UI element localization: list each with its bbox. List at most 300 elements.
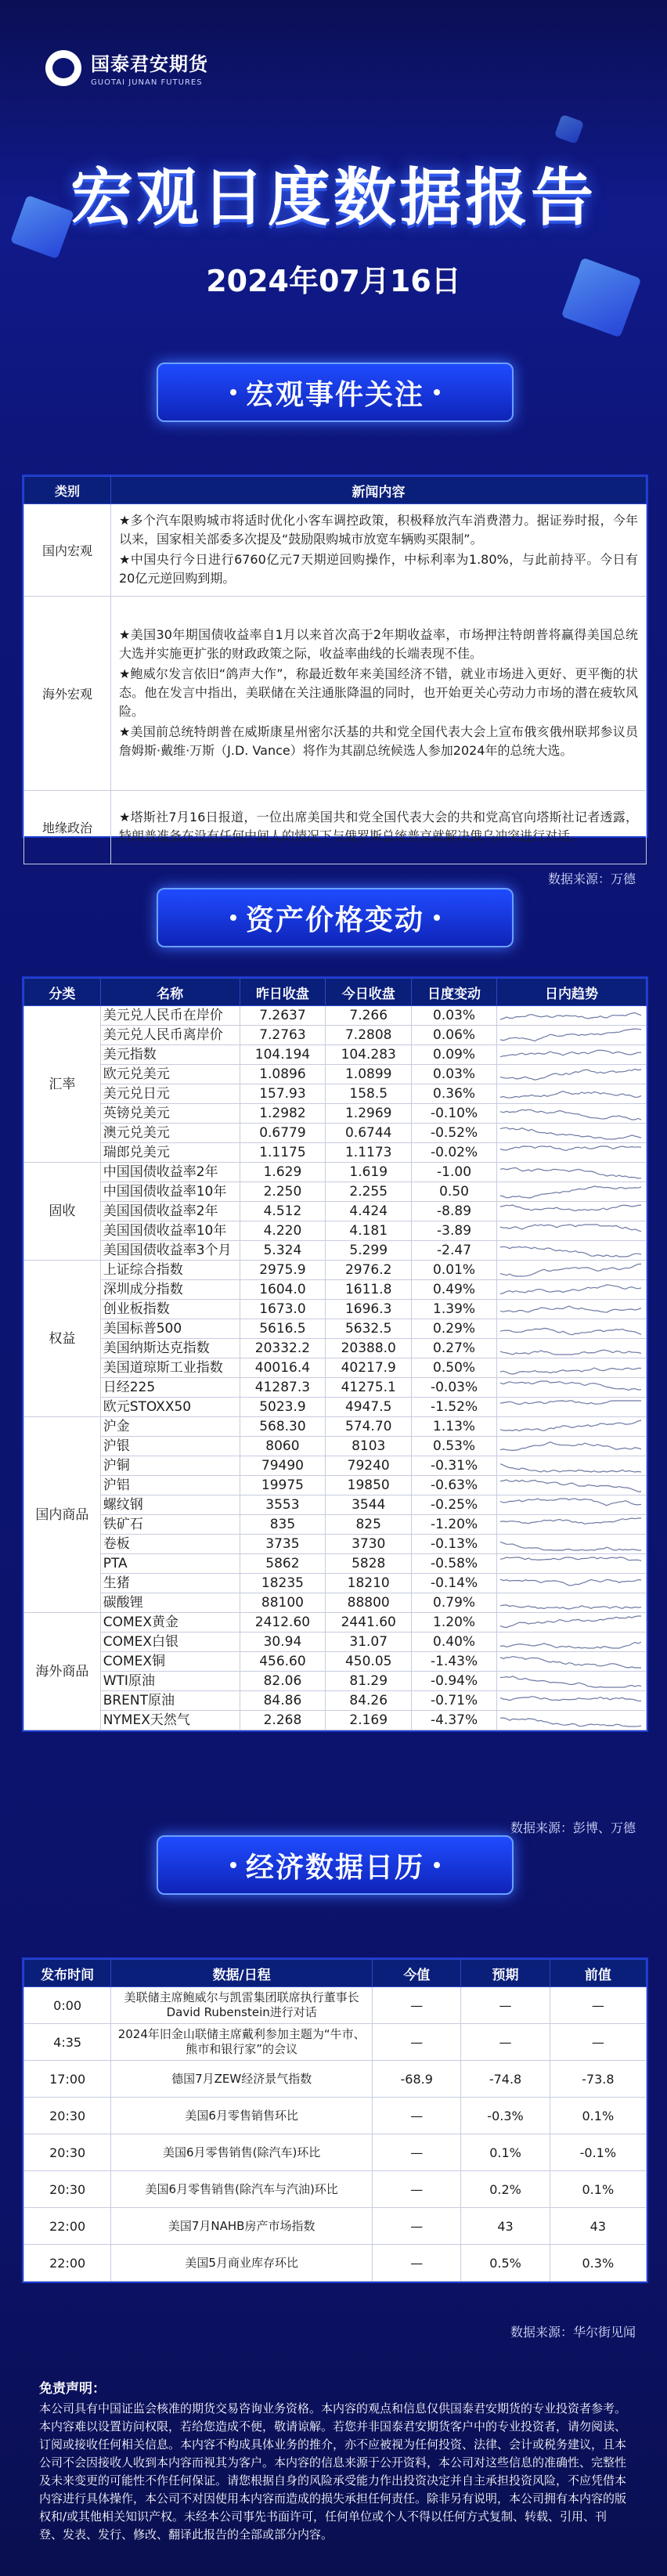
asset-name: 中国国债收益率10年 [100, 1182, 240, 1202]
intraday-sparkline [497, 1398, 646, 1416]
trend-line [500, 1285, 641, 1294]
asset-prev-close: 5862 [240, 1554, 326, 1574]
previous-value: 43 [550, 2208, 646, 2245]
intraday-sparkline [497, 1222, 646, 1239]
asset-name: 深圳成分指数 [100, 1280, 240, 1300]
asset-prev-close: 82.06 [240, 1672, 326, 1691]
asset-row [24, 1202, 647, 1221]
intraday-trend [496, 1672, 646, 1691]
asset-prev-close: 3735 [240, 1535, 326, 1554]
news-item: ★多个汽车限购城市将适时优化小客车调控政策，积极释放汽车消费潜力。据证券时报，今年以来，国家相关部委多次提及“鼓励限购城市放宽车辆购买限制”。 [119, 512, 638, 547]
asset-prev-close: 5023.9 [240, 1398, 326, 1417]
intraday-trend [496, 1398, 646, 1417]
asset-col-header: 昨日收盘 [240, 979, 326, 1006]
macro-category: 地缘政治 [24, 791, 111, 864]
macro-section-heading [157, 363, 514, 422]
asset-change: 0.36% [412, 1084, 497, 1104]
trend-line [500, 1247, 641, 1257]
asset-prev-close: 104.194 [240, 1045, 326, 1065]
calendar-row [24, 2024, 647, 2061]
asset-row [24, 1300, 647, 1319]
asset-change: 0.40% [412, 1633, 497, 1652]
asset-close: 41275.1 [326, 1378, 412, 1398]
asset-name: 美国纳斯达克指数 [100, 1339, 240, 1358]
asset-row [24, 1241, 647, 1261]
bullet-dot-icon [434, 389, 440, 395]
asset-name: 上证综合指数 [100, 1261, 240, 1280]
asset-name: 美国国债收益率2年 [100, 1202, 240, 1221]
asset-name: 沪银 [100, 1437, 240, 1456]
asset-close: 20388.0 [326, 1339, 412, 1358]
asset-close: 2.255 [326, 1182, 412, 1202]
asset-prev-close: 4.220 [240, 1221, 326, 1241]
asset-prev-close: 1673.0 [240, 1300, 326, 1319]
asset-close: 7.2808 [326, 1026, 412, 1045]
asset-prev-close: 7.2763 [240, 1026, 326, 1045]
release-time: 20:30 [24, 2171, 111, 2208]
asset-row [24, 1398, 647, 1417]
trend-line [500, 1091, 641, 1099]
asset-change: -0.94% [412, 1672, 497, 1691]
trend-line [500, 1368, 641, 1374]
asset-row [24, 1182, 647, 1202]
forecast-value: 43 [461, 2208, 550, 2245]
asset-row [24, 1574, 647, 1593]
asset-close: 3730 [326, 1535, 412, 1554]
previous-value: -0.1% [550, 2134, 646, 2171]
asset-change: -0.25% [412, 1495, 497, 1515]
trend-line [500, 1381, 641, 1391]
asset-change: 0.50 [412, 1182, 497, 1202]
asset-name: COMEX白银 [100, 1633, 240, 1652]
intraday-sparkline [497, 1144, 646, 1161]
asset-row [24, 1515, 647, 1535]
asset-change: 1.39% [412, 1300, 497, 1319]
asset-prev-close: 2.250 [240, 1182, 326, 1202]
calendar-row [24, 1987, 647, 2024]
asset-row [24, 1613, 647, 1633]
asset-change: 0.03% [412, 1065, 497, 1084]
asset-close: 88800 [326, 1593, 412, 1613]
asset-close: 825 [326, 1515, 412, 1535]
trend-line [500, 1697, 641, 1701]
asset-category: 权益 [24, 1261, 101, 1417]
asset-name: 美元兑日元 [100, 1084, 240, 1104]
calendar-col-header: 预期 [461, 1960, 550, 1987]
intraday-sparkline [497, 1007, 646, 1024]
event-name: 美联储主席鲍威尔与凯雷集团联席执行董事长David Rubenstein进行对话 [111, 1987, 373, 2024]
calendar-section-heading [157, 1835, 514, 1895]
intraday-sparkline [497, 1496, 646, 1513]
asset-row [24, 1339, 647, 1358]
asset-name: 螺纹钢 [100, 1495, 240, 1515]
news-item: ★美国前总统特朗普在威斯康星州密尔沃基的共和党全国代表大会上宣布俄亥俄州联邦参议员詹姆斯·戴维·万斯（J.D. Vance）将作为其副总统候选人参加2024年的总统大选。 [119, 723, 638, 758]
event-name: 美国5月商业库存环比 [111, 2245, 373, 2282]
asset-close: 18210 [326, 1574, 412, 1593]
intraday-trend [496, 1358, 646, 1378]
bullet-dot-icon [434, 1862, 440, 1868]
disclaimer [39, 2380, 628, 2544]
calendar-row [24, 2208, 647, 2245]
intraday-trend [496, 1711, 646, 1730]
asset-close: 1.2969 [326, 1104, 412, 1124]
trend-line [500, 1657, 641, 1668]
news-item: ★鲍威尔发言依旧“鸽声大作”，称最近数年来美国经济不错，就业市场进入更好、更平衡的状态。他在发言中指出，美联储在关注通胀降温的同时，也开始更关心劳动力市场的潜在疲软风险。 [119, 666, 638, 719]
asset-close: 8103 [326, 1437, 412, 1456]
asset-row [24, 1358, 647, 1378]
intraday-trend [496, 1202, 646, 1221]
asset-name: 铁矿石 [100, 1515, 240, 1535]
asset-category: 国内商品 [24, 1417, 101, 1613]
intraday-sparkline [497, 1105, 646, 1122]
asset-close: 4.181 [326, 1221, 412, 1241]
asset-change: -1.20% [412, 1515, 497, 1535]
calendar-row [24, 2245, 647, 2282]
asset-row [24, 1456, 647, 1476]
asset-name: 中国国债收益率2年 [100, 1163, 240, 1182]
macro-col-content: 新闻内容 [111, 477, 647, 504]
intraday-trend [496, 1593, 646, 1613]
report-date: 2024年07月16日 [206, 264, 461, 298]
asset-change: -0.03% [412, 1378, 497, 1398]
asset-name: 美国国债收益率10年 [100, 1221, 240, 1241]
asset-name: 美国标普500 [100, 1319, 240, 1339]
asset-name: 沪金 [100, 1417, 240, 1437]
asset-row [24, 1417, 647, 1437]
asset-prev-close: 1.0896 [240, 1065, 326, 1084]
asset-row [24, 1476, 647, 1495]
asset-change: -2.47 [412, 1241, 497, 1261]
asset-prev-close: 568.30 [240, 1417, 326, 1437]
asset-close: 2441.60 [326, 1613, 412, 1633]
asset-close: 40217.9 [326, 1358, 412, 1378]
asset-name: 生猪 [100, 1574, 240, 1593]
asset-change: -0.02% [412, 1143, 497, 1163]
asset-change: -8.89 [412, 1202, 497, 1221]
event-name: 2024年旧金山联储主席戴利参加主题为“牛市、熊市和银行家”的会议 [111, 2024, 373, 2061]
trend-line [500, 1264, 641, 1276]
trend-line [500, 1050, 641, 1056]
event-name: 德国7月ZEW经济景气指数 [111, 2061, 373, 2098]
intraday-trend [496, 1574, 646, 1593]
trend-line [500, 1186, 641, 1198]
intraday-sparkline [497, 1712, 646, 1729]
asset-row [24, 1143, 647, 1163]
asset-close: 2976.2 [326, 1261, 412, 1280]
macro-category: 海外宏观 [24, 597, 111, 791]
asset-name: PTA [100, 1554, 240, 1574]
trend-line [500, 1168, 641, 1179]
asset-row [24, 1124, 647, 1143]
asset-name: 创业板指数 [100, 1300, 240, 1319]
asset-name: 瑞郎兑美元 [100, 1143, 240, 1163]
asset-row [24, 1437, 647, 1456]
trend-line [500, 1205, 641, 1211]
release-time: 17:00 [24, 2061, 111, 2098]
trend-line [500, 1442, 641, 1451]
report-header [0, 0, 667, 360]
macro-source: 数据来源：万德 [547, 871, 636, 886]
trend-line [500, 1718, 641, 1726]
asset-prev-close: 835 [240, 1515, 326, 1535]
trend-line [500, 1518, 641, 1524]
calendar-col-header: 发布时间 [24, 1960, 111, 1987]
asset-close: 19850 [326, 1476, 412, 1495]
intraday-sparkline [497, 1046, 646, 1063]
asset-close: 5.299 [326, 1241, 412, 1261]
forecast-value: — [461, 1987, 550, 2024]
news-item: ★中国央行今日进行6760亿元7天期逆回购操作，中标利率为1.80%，与此前持平。今日有20亿元逆回购到期。 [119, 551, 638, 586]
brand-name-en: GUOTAI JUNAN FUTURES [91, 78, 203, 87]
actual-value: — [373, 2098, 461, 2134]
trend-line [500, 1225, 641, 1232]
asset-row [24, 1045, 647, 1065]
asset-change: -0.10% [412, 1104, 497, 1124]
intraday-trend [496, 1045, 646, 1065]
calendar-row [24, 2098, 647, 2134]
intraday-sparkline [497, 1320, 646, 1337]
trend-line [500, 1542, 641, 1550]
intraday-sparkline [497, 1594, 646, 1611]
asset-prev-close: 88100 [240, 1593, 326, 1613]
asset-name: 卷板 [100, 1535, 240, 1554]
asset-close: 0.6744 [326, 1124, 412, 1143]
intraday-sparkline [497, 1085, 646, 1102]
asset-row [24, 1026, 647, 1045]
forecast-value: -74.8 [461, 2061, 550, 2098]
asset-prev-close: 18235 [240, 1574, 326, 1593]
calendar-row [24, 2171, 647, 2208]
intraday-sparkline [497, 1672, 646, 1690]
trend-line [500, 1480, 641, 1492]
asset-col-header: 日内趋势 [496, 979, 646, 1006]
macro-content [111, 504, 647, 597]
trend-line [500, 1069, 641, 1080]
asset-row [24, 1261, 647, 1280]
intraday-trend [496, 1437, 646, 1456]
asset-row [24, 1221, 647, 1241]
asset-change: 0.50% [412, 1358, 497, 1378]
intraday-trend [496, 1613, 646, 1633]
trend-line [500, 1146, 641, 1151]
asset-change: -0.71% [412, 1691, 497, 1711]
asset-close: 1.1173 [326, 1143, 412, 1163]
intraday-trend [496, 1006, 646, 1026]
event-name: 美国6月零售销售(除汽车)环比 [111, 2134, 373, 2171]
asset-name: 美国国债收益率3个月 [100, 1241, 240, 1261]
trend-line [500, 1109, 641, 1120]
asset-row [24, 1065, 647, 1084]
asset-name: WTI原油 [100, 1672, 240, 1691]
asset-close: 450.05 [326, 1652, 412, 1672]
intraday-trend [496, 1319, 646, 1339]
asset-row [24, 1319, 647, 1339]
asset-row [24, 1163, 647, 1182]
asset-category: 固收 [24, 1163, 101, 1261]
report-title: 宏观日度数据报告 [70, 161, 597, 234]
asset-change: -4.37% [412, 1711, 497, 1730]
trend-line [500, 1350, 641, 1355]
intraday-trend [496, 1124, 646, 1143]
intraday-sparkline [497, 1575, 646, 1592]
intraday-trend [496, 1163, 646, 1182]
intraday-trend [496, 1241, 646, 1261]
trend-line [500, 1557, 641, 1560]
intraday-sparkline [497, 1379, 646, 1396]
asset-prev-close: 3553 [240, 1495, 326, 1515]
asset-name: 沪铝 [100, 1476, 240, 1495]
brand-logo [45, 49, 208, 87]
asset-close: 84.26 [326, 1691, 412, 1711]
calendar-source: 数据来源：华尔街见闻 [510, 2325, 636, 2340]
intraday-sparkline [497, 1301, 646, 1318]
forecast-value: 0.5% [461, 2245, 550, 2282]
asset-category: 海外商品 [24, 1613, 101, 1730]
asset-close: 574.70 [326, 1417, 412, 1437]
asset-change: 0.09% [412, 1045, 497, 1065]
asset-change: -1.43% [412, 1652, 497, 1672]
actual-value: — [373, 2134, 461, 2171]
calendar-heading-text: 经济数据日历 [245, 1851, 424, 1884]
event-name: 美国6月零售销售环比 [111, 2098, 373, 2134]
asset-row [24, 1104, 647, 1124]
trend-line [500, 1605, 641, 1609]
asset-row [24, 1554, 647, 1574]
macro-row [24, 791, 647, 864]
disclaimer-title: 免责声明： [39, 2381, 106, 2397]
asset-prev-close: 8060 [240, 1437, 326, 1456]
trend-line [500, 1499, 641, 1506]
intraday-sparkline [497, 1183, 646, 1200]
asset-prev-close: 19975 [240, 1476, 326, 1495]
asset-close: 4.424 [326, 1202, 412, 1221]
asset-prev-close: 2975.9 [240, 1261, 326, 1280]
asset-name: 美国道琼斯工业指数 [100, 1358, 240, 1378]
intraday-sparkline [497, 1359, 646, 1376]
asset-name: 碳酸锂 [100, 1593, 240, 1613]
trend-line [500, 1579, 641, 1586]
asset-name: COMEX铜 [100, 1652, 240, 1672]
asset-change: 0.79% [412, 1593, 497, 1613]
asset-name: 欧元兑美元 [100, 1065, 240, 1084]
news-item: ★美国30年期国债收益率自1月以来首次高于2年期收益率，市场押注特朗普将赢得美国总统大选并实施更扩张的财政政策之际，收益率曲线的长端表现不佳。 [119, 626, 638, 661]
release-time: 22:00 [24, 2245, 111, 2282]
asset-change: 1.20% [412, 1613, 497, 1633]
calendar-row [24, 2134, 647, 2171]
intraday-trend [496, 1143, 646, 1163]
bullet-dot-icon [230, 915, 236, 921]
intraday-sparkline [497, 1516, 646, 1533]
intraday-trend [496, 1065, 646, 1084]
asset-close: 1611.8 [326, 1280, 412, 1300]
intraday-sparkline [497, 1124, 646, 1142]
asset-change: -0.14% [412, 1574, 497, 1593]
asset-close: 79240 [326, 1456, 412, 1476]
asset-prev-close: 1.629 [240, 1163, 326, 1182]
asset-change: -0.52% [412, 1124, 497, 1143]
asset-prev-close: 2412.60 [240, 1613, 326, 1633]
intraday-trend [496, 1652, 646, 1672]
bullet-dot-icon [230, 389, 236, 395]
actual-value: — [373, 2024, 461, 2061]
asset-change: 0.27% [412, 1339, 497, 1358]
intraday-sparkline [497, 1066, 646, 1083]
assets-heading-text: 资产价格变动 [245, 904, 424, 936]
intraday-trend [496, 1026, 646, 1045]
asset-close: 2.169 [326, 1711, 412, 1730]
asset-name: COMEX黄金 [100, 1613, 240, 1633]
assets-section-heading [157, 888, 514, 947]
asset-prev-close: 20332.2 [240, 1339, 326, 1358]
asset-name: 英镑兑美元 [100, 1104, 240, 1124]
intraday-trend [496, 1221, 646, 1241]
asset-category: 汇率 [24, 1006, 101, 1163]
intraday-sparkline [497, 1164, 646, 1181]
trend-line [500, 1642, 641, 1648]
macro-content [111, 791, 647, 864]
intraday-sparkline [497, 1418, 646, 1435]
asset-row [24, 1535, 647, 1554]
asset-change: 0.53% [412, 1437, 497, 1456]
asset-row [24, 1378, 647, 1398]
economic-calendar-table [22, 1957, 648, 2283]
asset-close: 158.5 [326, 1084, 412, 1104]
intraday-trend [496, 1378, 646, 1398]
actual-value: — [373, 2245, 461, 2282]
intraday-sparkline [497, 1692, 646, 1709]
asset-name: 澳元兑美元 [100, 1124, 240, 1143]
asset-prev-close: 84.86 [240, 1691, 326, 1711]
macro-content [111, 597, 647, 791]
macro-row [24, 504, 647, 597]
release-time: 22:00 [24, 2208, 111, 2245]
asset-price-table [22, 976, 648, 1732]
news-item: ★塔斯社7月16日报道，一位出席美国共和党全国代表大会的共和党高官向塔斯社记者透露，特朗普准备在没有任何中间人的情况下与俄罗斯总统普京就解决俄乌冲突进行对话。 [119, 809, 638, 843]
asset-change: 1.13% [412, 1417, 497, 1437]
asset-row [24, 1691, 647, 1711]
asset-name: 美元兑人民币离岸价 [100, 1026, 240, 1045]
previous-value: — [550, 2024, 646, 2061]
macro-col-category: 类别 [24, 477, 111, 504]
asset-close: 1.619 [326, 1163, 412, 1182]
intraday-sparkline [497, 1203, 646, 1220]
asset-prev-close: 5.324 [240, 1241, 326, 1261]
intraday-trend [496, 1515, 646, 1535]
asset-close: 3544 [326, 1495, 412, 1515]
bullet-dot-icon [434, 915, 440, 921]
asset-row [24, 1280, 647, 1300]
intraday-trend [496, 1339, 646, 1358]
intraday-trend [496, 1104, 646, 1124]
asset-close: 1696.3 [326, 1300, 412, 1319]
trend-line [500, 1306, 641, 1312]
asset-prev-close: 1.1175 [240, 1143, 326, 1163]
calendar-col-header: 前值 [550, 1960, 646, 1987]
asset-change: -3.89 [412, 1221, 497, 1241]
asset-prev-close: 40016.4 [240, 1358, 326, 1378]
asset-change: 0.06% [412, 1026, 497, 1045]
asset-close: 31.07 [326, 1633, 412, 1652]
asset-change: 0.03% [412, 1006, 497, 1026]
release-time: 20:30 [24, 2134, 111, 2171]
intraday-sparkline [497, 1633, 646, 1651]
release-time: 4:35 [24, 2024, 111, 2061]
trend-line [500, 1029, 641, 1041]
trend-line [500, 1328, 641, 1334]
asset-change: -0.63% [412, 1476, 497, 1495]
asset-name: 日经225 [100, 1378, 240, 1398]
trend-line [500, 1013, 641, 1020]
